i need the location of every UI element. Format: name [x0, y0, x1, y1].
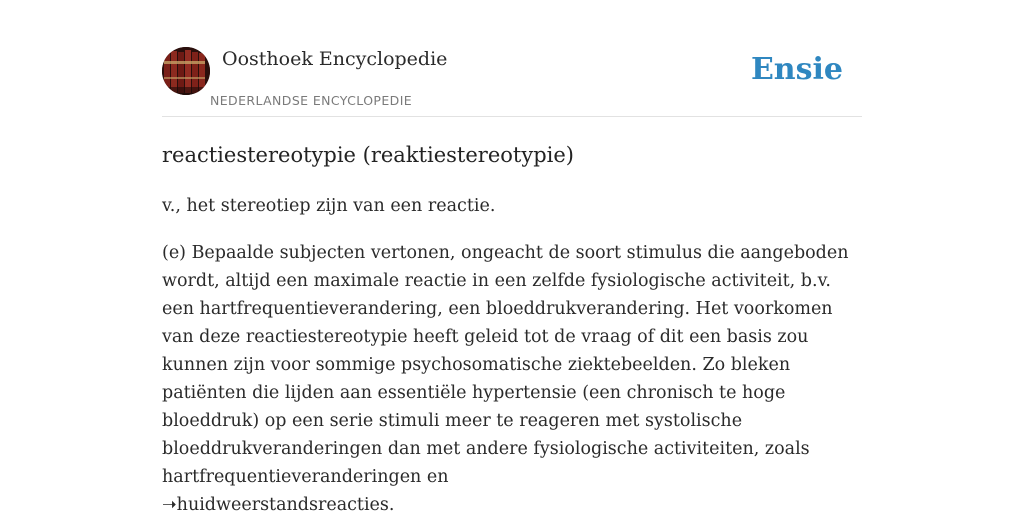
link-label: huidweerstandsreacties	[176, 495, 389, 512]
brand-logo-link[interactable]: Ensie	[750, 52, 843, 87]
avatar[interactable]	[162, 47, 210, 95]
site-name[interactable]: Oosthoek Encyclopedie	[222, 48, 448, 70]
definition-text: v., het stereotiep zijn van een reactie.	[162, 196, 496, 216]
site-subtitle: NEDERLANDSE ENCYCLOPEDIE	[210, 93, 413, 108]
article-body	[162, 239, 862, 512]
site-header	[162, 46, 862, 117]
body-text: (e) Bepaalde subjecten vertonen, ongeacht de soort stimulus die aangeboden wordt, altijd een maximale reactie in een zelfde fysiologische activiteit, b.v. een hartfrequentieverandering, een bloeddrukverandering. Het voorkomen van deze reactiestereotypie heeft geleid tot de vraag of dit een basis zou kunnen zijn voor sommige psychosomatische ziektebeelden. Zo bleken patiënten die lijden aan essentiële hypertensie (een chronisch te hoge bloeddruk) op een serie stimuli meer te reageren met systolische bloeddrukveranderingen dan met andere fysiologische activiteiten, zoals hartfrequentieveranderingen en	[162, 243, 849, 487]
body-end: .	[388, 495, 395, 512]
arrow-icon: ➝	[162, 495, 177, 512]
encyclopedia-books-icon	[162, 47, 210, 95]
cross-reference-link[interactable]	[162, 495, 389, 512]
page-title: reactiestereotypie (reaktiestereotypie)	[162, 143, 574, 167]
